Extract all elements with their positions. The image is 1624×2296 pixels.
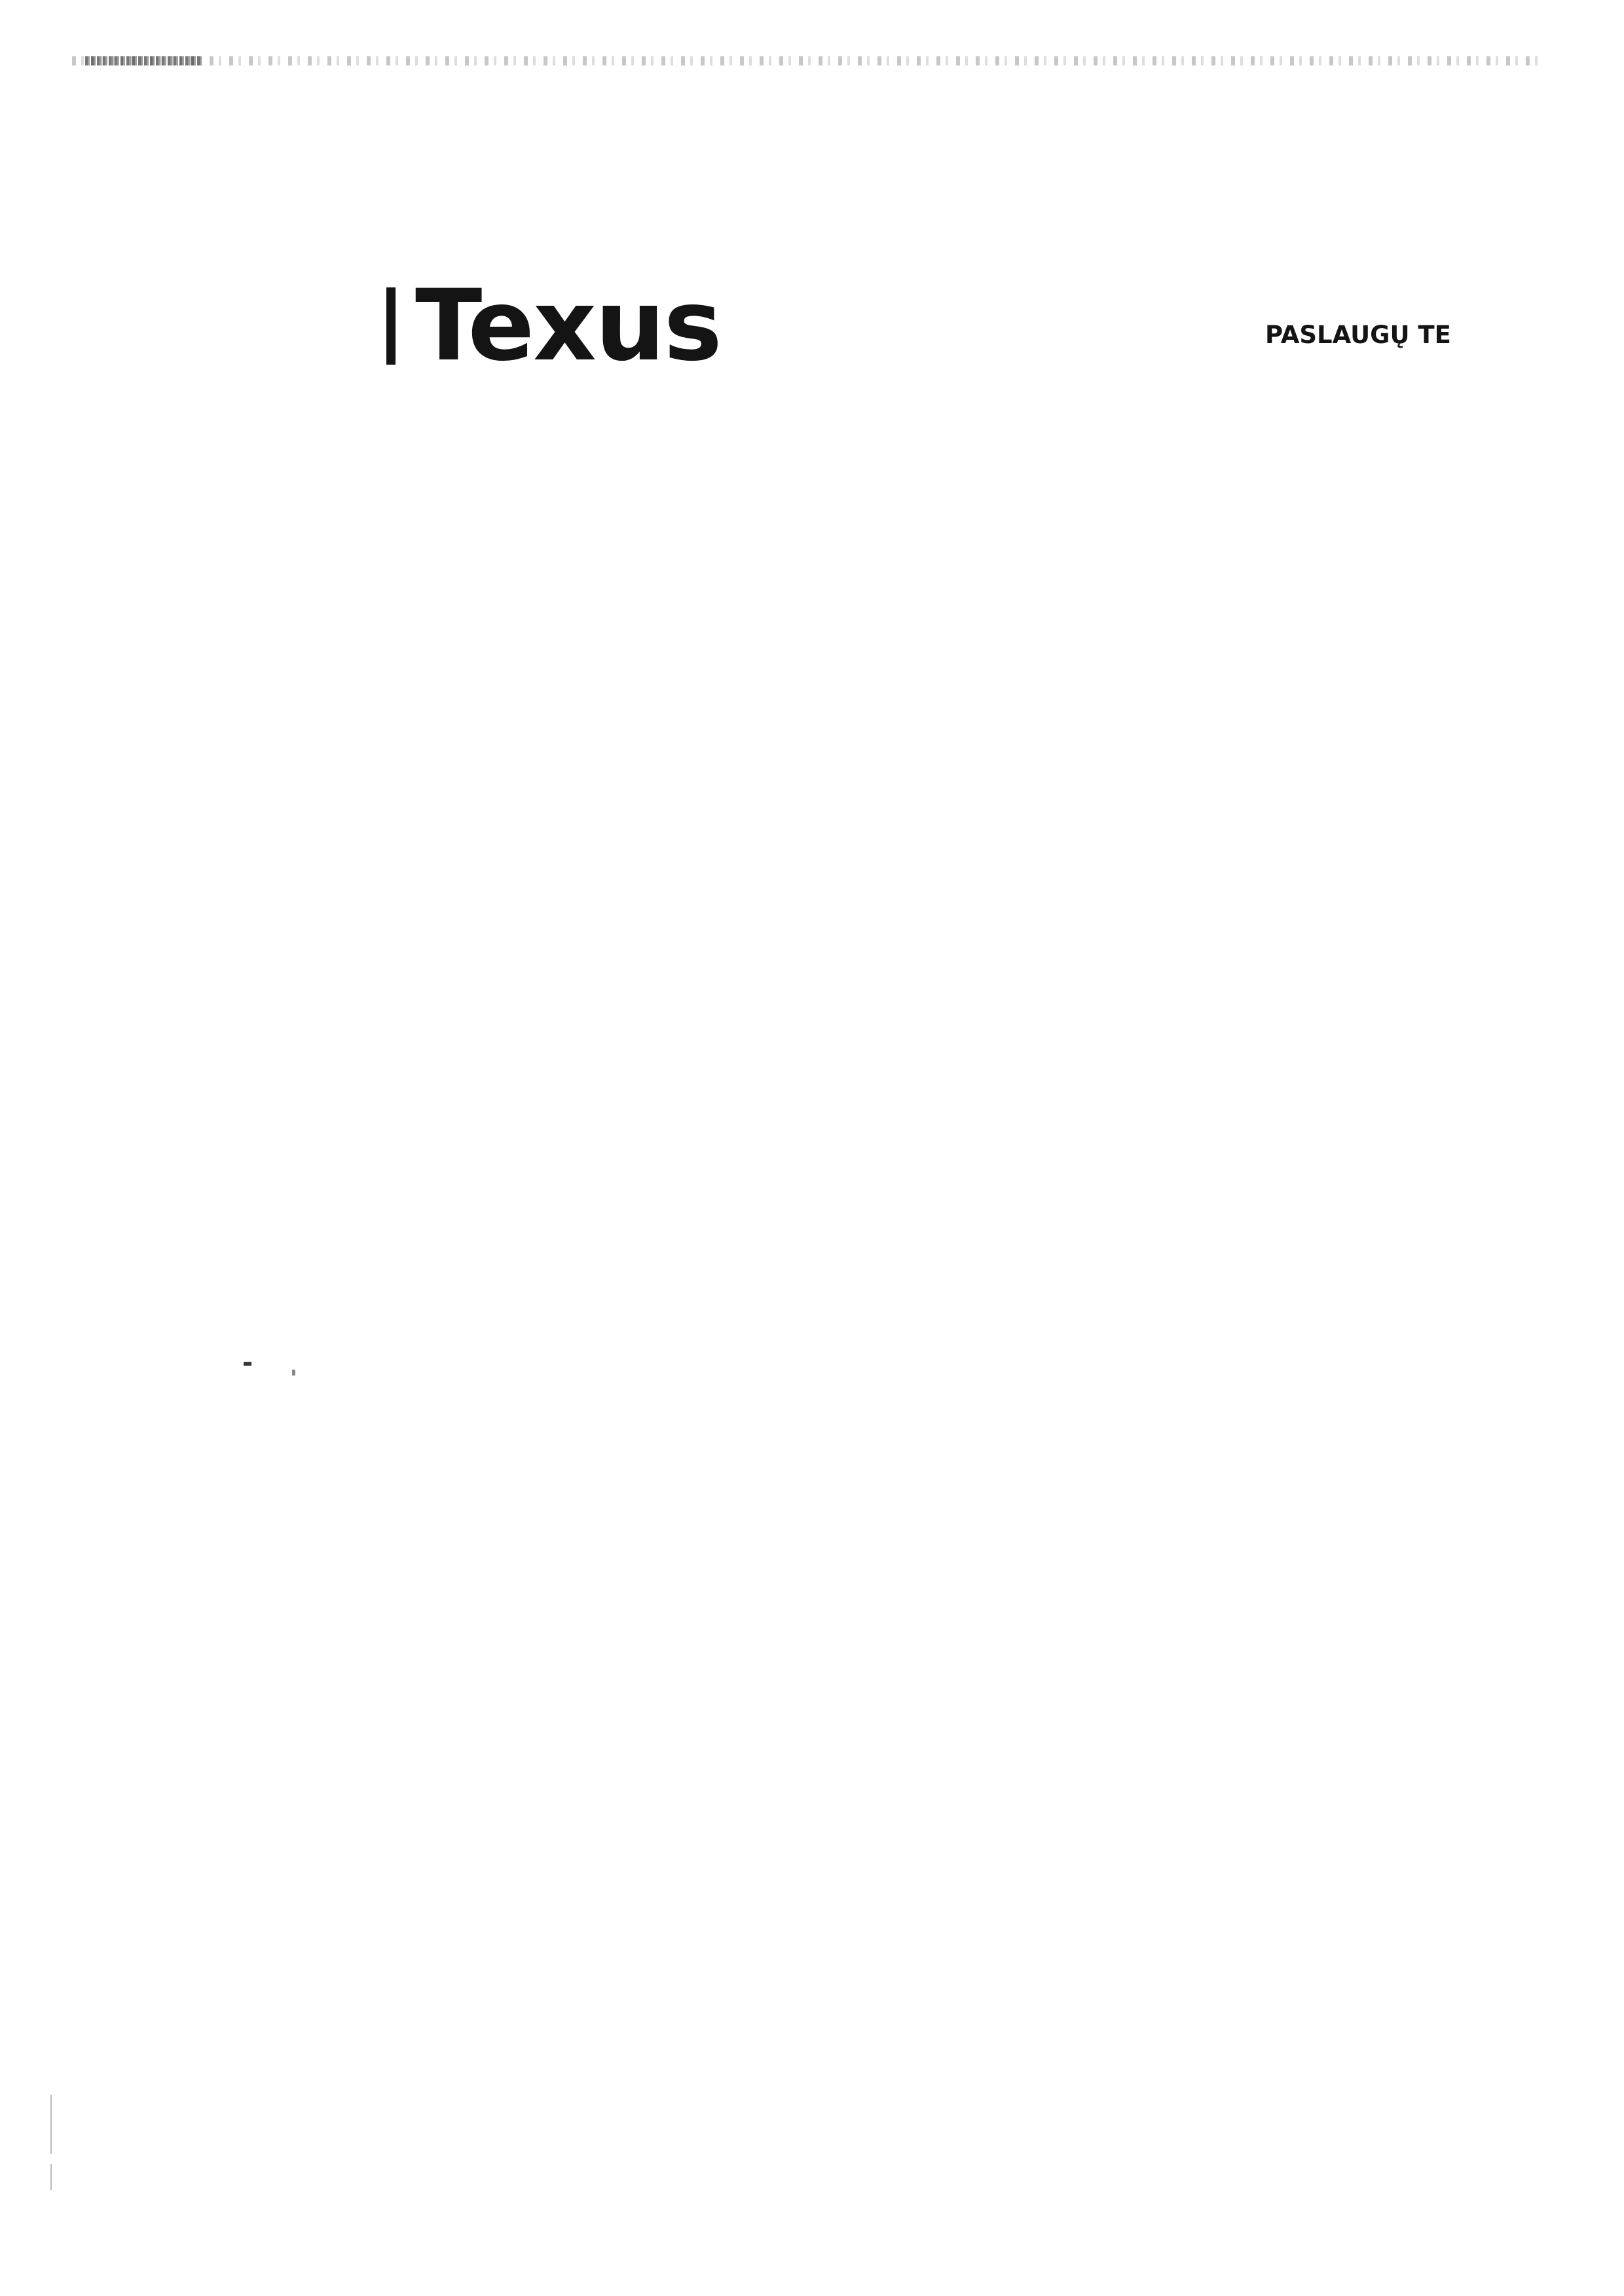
scan-edge-noise-dark [85,56,203,65]
document-header-title: PASLAUGŲ TE [1265,321,1451,349]
logo-text: Texus [415,269,721,383]
company-logo [386,269,721,383]
scan-speck [292,1370,295,1376]
logo-bar [386,287,396,365]
scan-edge-noise [72,56,1539,65]
scan-margin-mark [50,2164,52,2190]
scan-speck [244,1362,251,1366]
scan-margin-mark [50,2095,52,2154]
